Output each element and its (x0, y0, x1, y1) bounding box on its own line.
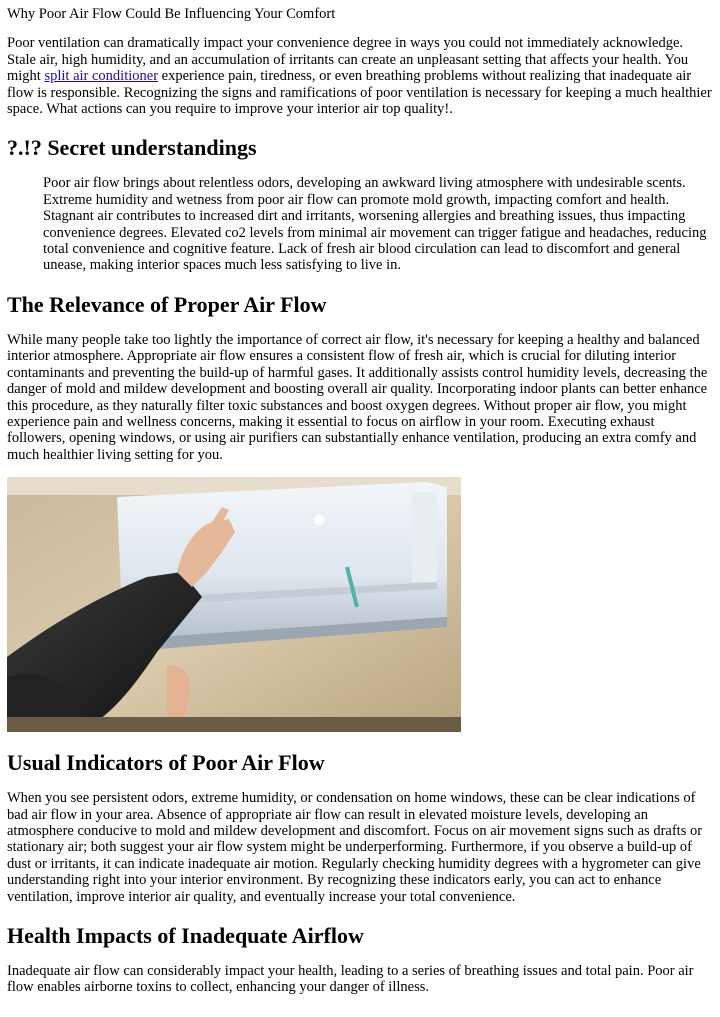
intro-text-after: experience pain, tiredness, or even breathing problems without realizing that inadequate air flow is responsible. Recognizing the signs and ramifications of poor ventilation is necessary for keeping a much healthier space. What actions can you require to improve your interior air top quality!. (7, 68, 712, 118)
health-impacts-paragraph: Inadequate air flow can considerably impact your health, leading to a series of breathing issues and total pain. Poor air flow enables airborne toxins to collect, enhancing your danger of illness. (7, 962, 694, 996)
intro-text-before: Poor ventilation can dramatically impact your convenience degree in ways you could not immediately acknowledge. Stale air, high humidity, and an accumulation of irritants can create an unpleasant setting that affects your health. You might (7, 35, 689, 85)
section-heading-key-insights: ?.!? Secret understandings (7, 135, 257, 161)
split-air-conditioner-link[interactable]: split air conditioner (44, 68, 159, 85)
indicators-paragraph: When you see persistent odors, extreme humidity, or condensation on home windows, these can be clear indications of bad air flow in your area. Absence of appropriate air flow can result in elevated moisture levels, developing an atmosphere conducive to mold and mildew development and discomfort. Focus on air movement signs such as drafts or stationary air; both suggest your air flow system might be underperforming. Furthermore, if you observe a build-up of dust or irritants, it can indicate inadequate air motion. Regularly checking humidity degrees with a hygrometer can give understanding right into your interior environment. By recognizing these indicators early, you can act to enhance ventilation, improve interior air quality, and eventually increase your total convenience. (7, 790, 703, 905)
relevance-paragraph: While many people take too lightly the importance of correct air flow, it's necessary for keeping a healthy and balanced interior atmosphere. Appropriate air flow ensures a consistent flow of fresh air, which is crucial for diluting interior contaminants and preventing the build-up of harmful gases. It additionally assists control humidity levels, decreasing the danger of mold and mildew development and boosting overall air quality. Incorporating indoor plants can better enhance this procedure, as they naturally filter toxic substances and boost oxygen degrees. Without proper air flow, you might experience pain and wellness concerns, making it essential to focus on airflow in your room. Executing exhaust followers, opening windows, or using air purifiers can substantially enhance ventilation, producing an extra comfy and much healthier living setting for you. (7, 331, 708, 463)
air-conditioner-photo (7, 477, 461, 732)
intro-paragraph (7, 35, 713, 117)
section-heading-relevance: The Relevance of Proper Air Flow (7, 291, 327, 317)
section-heading-indicators: Usual Indicators of Poor Air Flow (7, 750, 325, 776)
page-title: Why Poor Air Flow Could Be Influencing Your Comfort (7, 6, 336, 22)
section-heading-health-impacts: Health Impacts of Inadequate Airflow (7, 922, 364, 948)
key-insights-quote: Poor air flow brings about relentless odors, developing an awkward living atmosphere with undesirable scents. Extreme humidity and wetness from poor air flow can promote mold growth, impacting comfort and health. Stagnant air contributes to increased dirt and irritants, worsening allergies and breathing issues, thus impacting convenience degrees. Elevated co2 levels from minimal air movement can trigger fatigue and headaches, reducing total convenience and cognitive feature. Lack of fresh air blood circulation can lead to discomfort and general unease, making interior spaces much less satisfying to live in. (43, 175, 707, 274)
